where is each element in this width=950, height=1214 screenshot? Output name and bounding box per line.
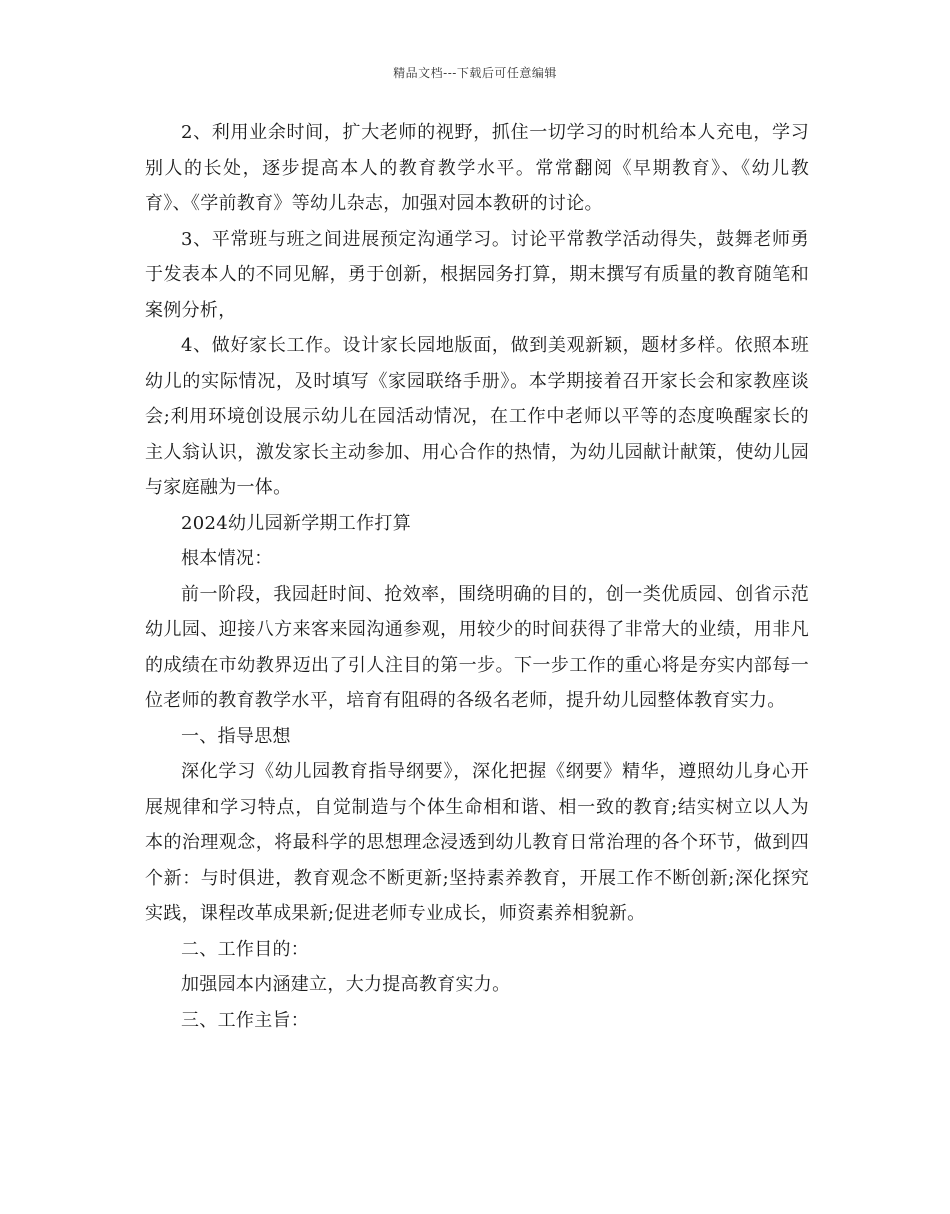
work-goal-paragraph: 加强园本内涵建立，大力提高教育实力。 (181, 974, 511, 995)
guiding-ideology-paragraph: 深化学习《幼儿园教育指导纲要》，深化把握《纲要》精华，遵照幼儿身心开展规律和学习特点，自觉制造与个体生命相和谐、相一致的教育;结实树立以人为本的治理观念，将最科学的思想理念浸透到幼儿教育日常治理的各个环节，做到四个新：与时俱进，教育观念不断更新;坚持素养教育，开展工作不断创新;深化探究实践，课程改革成果新;促进老师专业成长，师资素养相貌新。 (145, 761, 809, 924)
paragraph-item-3: 3、平常班与班之间进展预定沟通学习。讨论平常教学活动得失，鼓舞老师勇于发表本人的不同见解，勇于创新，根据园务打算，期末撰写有质量的教育随笔和案例分析， (145, 228, 809, 321)
work-goal-heading: 二、工作目的： (181, 938, 310, 960)
basic-situation-heading: 根本情况： (181, 548, 273, 569)
paragraph-item-4: 4、做好家长工作。设计家长园地版面，做到美观新颖，题材多样。依照本班幼儿的实际情况，及时填写《家园联络手册》。本学期接着召开家长会和家教座谈会;利用环境创设展示幼儿在园活动情况，在工作中老师以平等的态度唤醒家长的主人翁认识，激发家长主动参加、用心合作的热情，为幼儿园献计献策，使幼儿园与家庭融为一体。 (145, 335, 809, 498)
paragraph-item-2: 2、利用业余时间，扩大老师的视野，抓住一切学习的时机给本人充电，学习别人的长处，逐步提高本人的教育教学水平。常常翻阅《早期教育》、《幼儿教育》、《学前教育》等幼儿杂志，加强对园本教研的讨论。 (145, 122, 809, 214)
guiding-ideology-heading: 一、指导思想 (181, 725, 291, 747)
work-purpose-heading: 三、工作主旨： (181, 1009, 310, 1031)
document-body (145, 115, 809, 1038)
section-title: 2024幼儿园新学期工作打算 (181, 512, 412, 534)
basic-situation-paragraph: 前一阶段，我园赶时间、抢效率，围绕明确的目的，创一类优质园、创省示范幼儿园、迎接八方来客来园沟通参观，用较少的时间获得了非常大的业绩，用非凡的成绩在市幼教界迈出了引人注目的第一步。下一步工作的重心将是夯实内部每一位老师的教育教学水平，培育有阻碍的各级名老师，提升幼儿园整体教育实力。 (145, 583, 809, 711)
page-header: 精品文档---下载后可任意编辑 (393, 66, 557, 80)
